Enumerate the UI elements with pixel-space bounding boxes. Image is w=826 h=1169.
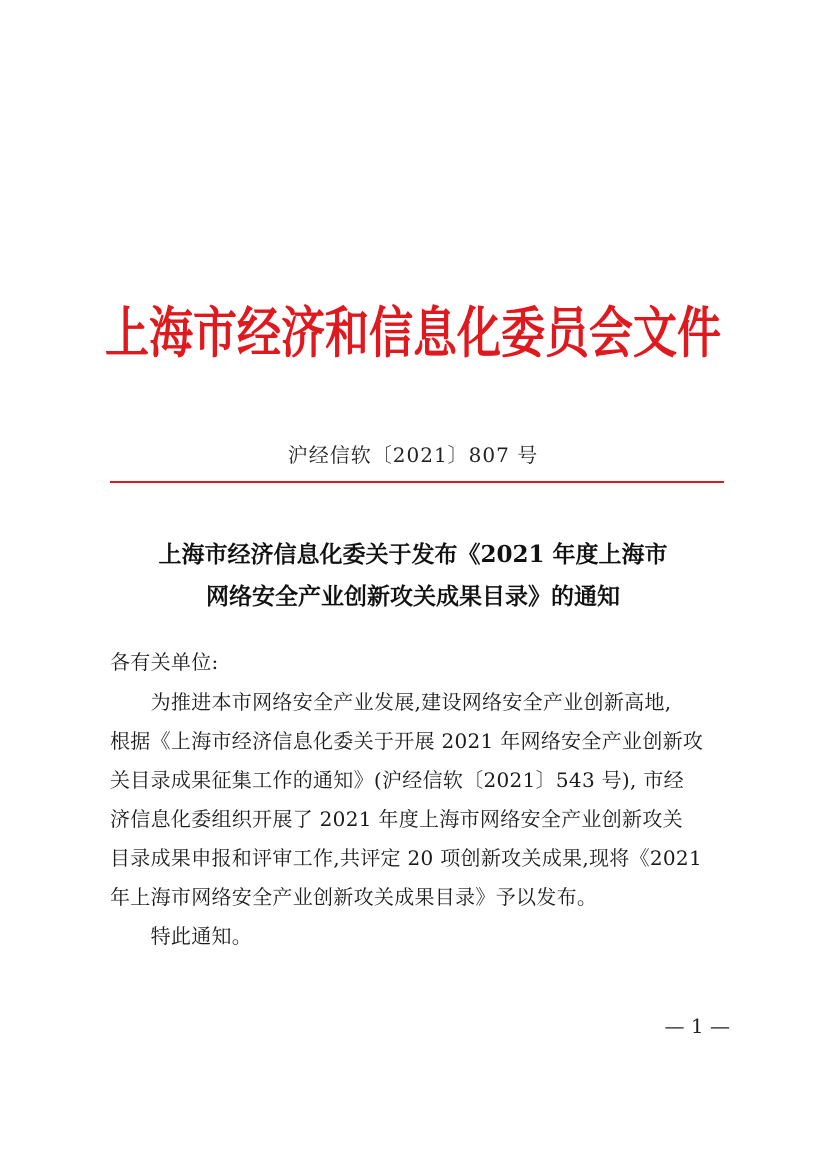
notice-title-line-2: 网络安全产业创新攻关成果目录》的通知 [206,583,620,610]
paragraph-line: 目录成果申报和评审工作,共评定 20 项创新攻关成果,现将《2021 [110,846,702,870]
paragraph-line: 关目录成果征集工作的通知》(沪经信软〔2021〕543 号), 市经 [110,768,684,792]
issuer-heading: 上海市经济和信息化委员会文件 [105,301,721,366]
page-number: — 1 — [664,1014,730,1038]
paragraph-line: 为推进本市网络安全产业发展,建设网络安全产业创新高地, [110,690,672,714]
document-number: 沪经信软〔2021〕807 号 [287,443,539,467]
paragraph-line: 年上海市网络安全产业创新攻关成果目录》予以发布。 [110,885,598,909]
salutation: 各有关单位: [110,650,219,674]
paragraph-line: 根据《上海市经济信息化委关于开展 2021 年网络安全产业创新攻 [110,729,704,753]
red-divider-line [110,481,724,483]
paragraph-line: 济信息化委组织开展了 2021 年度上海市网络安全产业创新攻关 [110,807,683,831]
closing-line: 特此通知。 [110,924,253,948]
notice-title-line-1: 上海市经济信息化委关于发布《2021 年度上海市 [158,541,668,568]
